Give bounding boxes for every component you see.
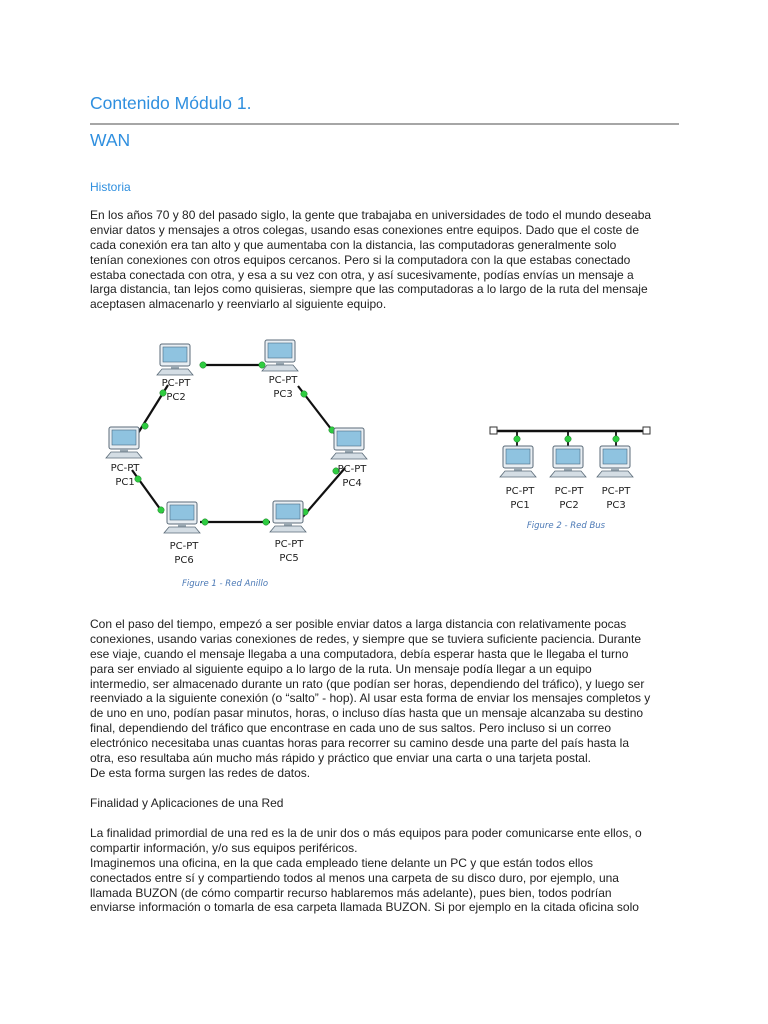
node-type-label: PC-PT [268, 375, 298, 386]
node-type-label: PC-PT [337, 464, 367, 475]
section-heading: WAN [90, 130, 131, 150]
pc-icon [164, 502, 200, 533]
text-line: cada conexión era tan alto y que aumentaba con la distancia, las computadoras generalmente solo [90, 237, 617, 252]
text-line: La finalidad primordial de una red es la de unir dos o más equipos para poder comunicarse ente ellos, o [90, 826, 642, 840]
bus-backbone [490, 427, 650, 434]
text-line: para ser enviado al siguiente equipo a lo largo de la ruta. Un mensaje podía llegar a un equipo [90, 661, 592, 676]
node-type-label: PC-PT [601, 486, 631, 497]
figure2-caption: Figure 2 - Red Bus [526, 521, 606, 531]
node-type-label: PC-PT [161, 378, 191, 389]
text-line: intermedio, ser almacenado durante un rato (que podían ser horas, dependiendo del tráfico), y luego ser [90, 676, 645, 691]
node-type-label: PC-PT [110, 463, 140, 474]
text-line: ese viaje, cuando el mensaje llegaba a una computadora, debía esperar hasta que le llegaba el turno [90, 646, 629, 661]
paragraph-finalidad [90, 826, 690, 915]
node-name-label: PC4 [342, 478, 362, 489]
text-line: otra, eso resultaba aún mucho más rápido y práctico que enviar una carta o una tarjeta postal. [90, 751, 591, 766]
text-line: de uno en uno, podían pasar minutos, horas, o incluso días hasta que un mensaje alcanzaba su destino [90, 706, 644, 721]
text-line: En los años 70 y 80 del pasado siglo, la gente que trabajaba en universidades de todo el mundo deseaba [90, 208, 652, 222]
pc-icon [550, 446, 586, 477]
node-name-label: PC3 [273, 389, 293, 400]
node-name-label: PC2 [559, 500, 579, 511]
node-name-label: PC1 [510, 500, 530, 511]
pc-icon [597, 446, 633, 477]
network-figures [0, 330, 768, 600]
pc-icon [270, 501, 306, 532]
node-name-label: PC2 [166, 392, 186, 403]
node-type-label: PC-PT [505, 486, 535, 497]
subheading-finalidad: Finalidad y Aplicaciones de una Red [90, 796, 284, 810]
paragraph-historia [90, 208, 690, 312]
text-line: Imaginemos una oficina, en la que cada empleado tiene delante un PC y que están todos ellos [90, 855, 594, 870]
text-line: electrónico necesitaba unas cuantas horas para recorrer su camino desde una parte del país hasta la [90, 736, 629, 751]
node-name-label: PC6 [174, 555, 194, 566]
figure1-caption: Figure 1 - Red Anillo [181, 579, 269, 589]
pc-icon [331, 428, 367, 459]
text-line: enviar datos y mensajes a otros colegas, usando esas conexiones entre equipos. Dado que el coste de [90, 222, 640, 237]
text-line: larga distancia, tan lejos como quisieras, siempre que las computadoras a lo largo de la ruta del mensaje [90, 282, 648, 297]
text-line: conexiones, usando varias conexiones de redes, y siempre que se tuviera suficiente paciencia. Durante [90, 631, 641, 646]
node-name-label: PC3 [606, 500, 626, 511]
title-rule [90, 123, 679, 125]
document-title: Contenido Módulo 1. [90, 93, 252, 113]
text-line: final, dependiendo del tráfico que encontrase en cada uno de sus saltos. Pero incluso si un correo [90, 721, 612, 736]
text-line: llamada BUZON (de cómo compartir recurso hablaremos más adelante), pues bien, todos podrían [90, 885, 612, 900]
bus-link-lights [514, 436, 619, 442]
text-line: estaba conectada con otra, y esa a su vez con otra, y así sucesivamente, podías envías un mensaje a [90, 267, 634, 282]
node-name-label: PC5 [279, 553, 299, 564]
text-line: aceptasen almacenarlo y reenviarlo al siguiente equipo. [90, 297, 387, 312]
text-line: Con el paso del tiempo, empezó a ser posible enviar datos a larga distancia con relativamente pocas [90, 617, 627, 631]
subsection-heading: Historia [90, 180, 131, 194]
node-name-label: PC1 [115, 477, 135, 488]
text-line: De esta forma surgen las redes de datos. [90, 765, 311, 780]
pc-icon [500, 446, 536, 477]
pc-icon [106, 427, 142, 458]
text-line: compartir información, y/o sus equipos periféricos. [90, 840, 358, 855]
node-type-label: PC-PT [554, 486, 584, 497]
text-line: tenían conexiones con otros equipos cercanos. Pero si la computadora con la que estabas conectado [90, 252, 631, 267]
pc-icon [157, 344, 193, 375]
pc-icon [262, 340, 298, 371]
text-line: reenviado a la siguiente conexión (o “salto” - hop). Al usar esta forma de enviar los mensajes completos y [90, 691, 651, 706]
paragraph-evolucion [90, 617, 690, 781]
text-line: conectados entre sí y compartiendo todos al menos una carpeta de su disco duro, por ejemplo, una [90, 870, 619, 885]
node-type-label: PC-PT [274, 539, 304, 550]
text-line: enviarse información o tomarla de esa carpeta llamada BUZON. Si por ejemplo en la citada oficina solo [90, 900, 639, 915]
node-type-label: PC-PT [169, 541, 199, 552]
